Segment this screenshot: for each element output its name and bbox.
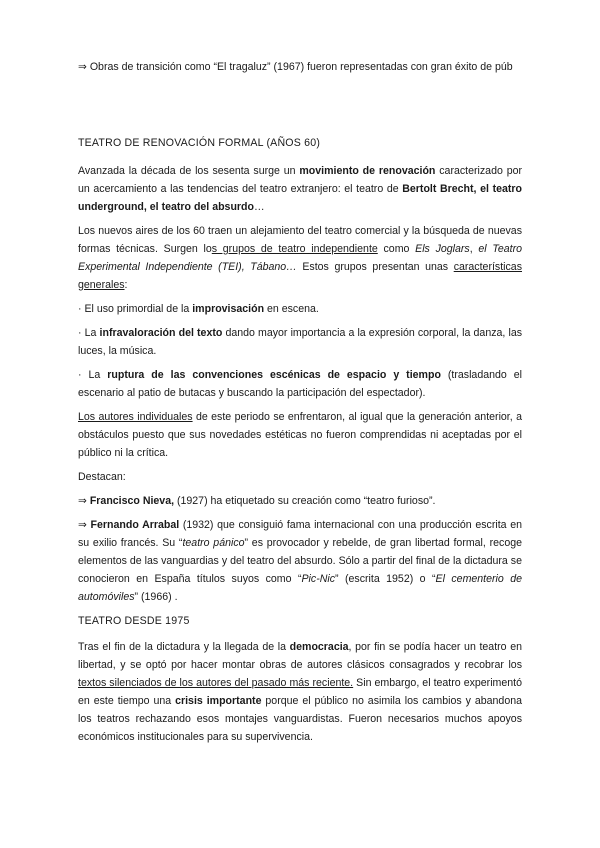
bullet-texto <box>78 324 522 360</box>
text-run: en escena. <box>264 303 319 315</box>
bold-run: improvisación <box>192 303 265 315</box>
arrow-glyph: ⇒ <box>78 519 91 531</box>
text-run: Sin embargo, el teatro experimentó en este tiempo una <box>78 677 522 707</box>
underlined-run: características generales <box>78 261 522 291</box>
italic-run: El cementerio de automóviles <box>78 573 522 603</box>
text-run: · La <box>78 369 108 381</box>
underlined-run: Los autores individuales <box>78 411 193 423</box>
text-run: · El uso primordial de la <box>78 303 193 315</box>
paragraph-renovacion <box>78 162 522 216</box>
text-run: · La <box>78 327 100 339</box>
text-run: Tras el fin de la dictadura y la llegada de la <box>78 641 290 653</box>
bold-run: Francisco Nieva, <box>89 495 175 507</box>
text-run: ” (escrita 1952) o “ <box>335 573 436 585</box>
text-run: Los nuevos aires de los 60 traen un alejamiento del teatro comercial y la búsqueda de nuevas formas técnicas. Surgen lo <box>78 225 522 255</box>
author-arrabal <box>78 516 522 606</box>
italic-run: el Teatro Experimental Independiente (TEI), Tábano… <box>78 243 523 273</box>
text-run: porque el público no asimila los cambios y abandona los teatros rechazando esos montajes vanguardistas. Fueron necesarios muchos apoyos económicos institucionales para su supervivencia. <box>78 695 522 743</box>
bullet-ruptura <box>78 366 522 402</box>
transition-text: ⇒ Obras de transición como “El tragaluz” (1967) fueron representadas con gran éxito de púb <box>78 61 513 73</box>
text-run: , <box>469 243 479 255</box>
text-run: caracterizado por un acercamiento a las tendencias del teatro extranjero: el teatro de <box>78 165 523 195</box>
bold-run: crisis importante <box>175 695 262 707</box>
paragraph-autores <box>78 408 522 462</box>
bullet-improvisacion <box>78 300 522 318</box>
section-heading-renovacion: TEATRO DE RENOVACIÓN FORMAL (AÑOS 60) <box>78 137 321 149</box>
paragraph-grupos <box>78 222 522 294</box>
text-run: , por fin se podía hacer un teatro en libertad, y se optó por hacer montar obras de autores clásicos consagrados y recobrar los <box>78 641 522 671</box>
bold-run: ruptura de las convenciones escénicas de espacio y tiempo <box>107 369 441 381</box>
bold-run: democracia <box>289 641 349 653</box>
text-run: (trasladando el escenario al patio de butacas y buscando la participación del espectador). <box>78 369 522 399</box>
underlined-run: s grupos de teatro independiente <box>211 243 378 255</box>
bold-run: infravaloración del texto <box>99 327 223 339</box>
bold-run: Bertolt Brecht, el teatro underground, el teatro del absurdo <box>78 183 523 213</box>
bold-run: Fernando Arrabal <box>90 519 180 531</box>
text-run: como <box>377 243 416 255</box>
text-run: dando mayor importancia a la expresión corporal, la danza, las luces, la música. <box>78 327 523 357</box>
text-run: : <box>124 279 128 291</box>
italic-run: Els Joglars <box>415 243 470 255</box>
paragraph-1975 <box>78 638 522 746</box>
italic-run: Pic-Nic <box>301 573 336 585</box>
text-run: Avanzada la década de los sesenta surge un <box>78 165 300 177</box>
text-run: de este periodo se enfrentaron, al igual que la generación anterior, a obstáculos puesto que sus novedades estéticas no fueron comprendidas ni aceptadas por el público ni la crítica. <box>78 411 522 459</box>
author-nieva <box>78 492 522 510</box>
text-run: Estos grupos presentan unas <box>296 261 454 273</box>
underlined-run: textos silenciados de los autores del pasado más reciente. <box>78 677 354 689</box>
text-run: ” (1966) . <box>134 591 178 603</box>
bold-run: movimiento de renovación <box>299 165 436 177</box>
text-run: (1932) que consiguió fama internacional con una producción escrita en su exilio francés. Su “ <box>78 519 522 549</box>
transition-paragraph <box>78 58 522 76</box>
document-page <box>78 58 522 746</box>
italic-run: teatro pánico <box>182 537 245 549</box>
text-run: ” es provocador y rebelde, de gran libertad formal, recoge elementos de las vanguardias y del teatro del absurdo. Sólo a partir del final de la dictadura se conocieron en España títulos suyos como “ <box>78 537 522 585</box>
text-run: (1927) ha etiquetado su creación como “teatro furioso”. <box>174 495 436 507</box>
text-run: … <box>254 201 265 213</box>
arrow-glyph: ⇒ <box>78 495 90 507</box>
section-heading-1975: TEATRO DESDE 1975 <box>78 615 190 627</box>
destacan-label: Destacan: <box>78 471 126 483</box>
